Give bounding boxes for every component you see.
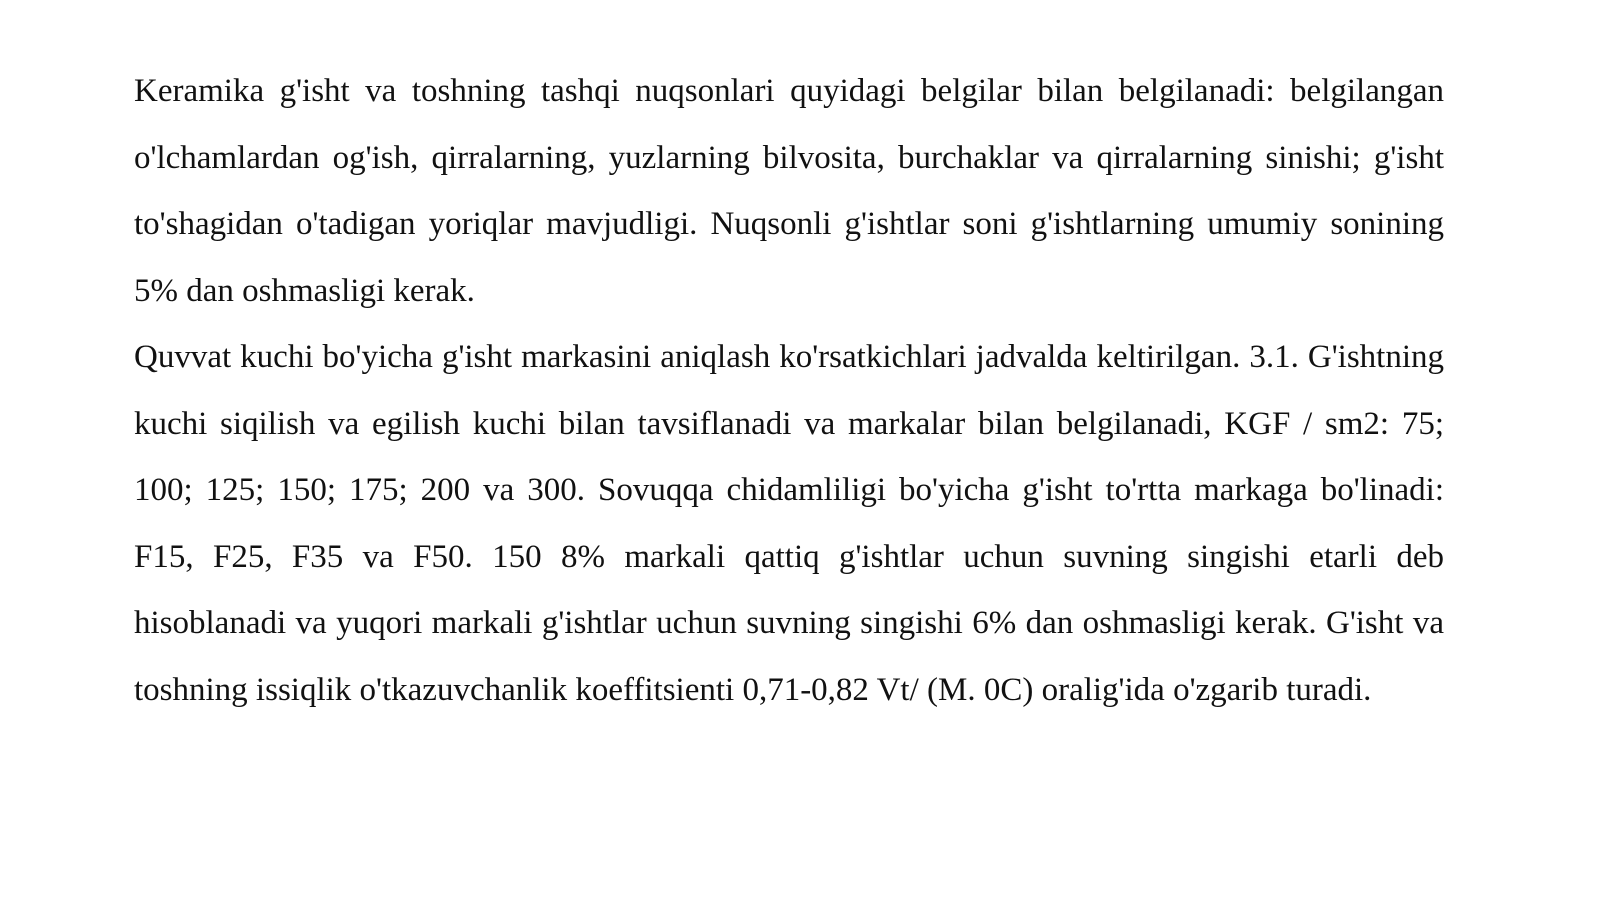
body-text — [134, 58, 1444, 723]
paragraph-strength-grades: Quvvat kuchi bo'yicha g'isht markasini aniqlash ko'rsatkichlari jadvalda keltirilgan. 3.1. G'ishtning kuchi siqilish va egilish kuchi bilan tavsiflanadi va markalar bilan belgilanadi, KGF / sm2: 75; 100; 125; 150; 175; 200 va 300. Sovuqqa chidamliligi bo'yicha g'isht to'rtta markaga bo'linadi: F15, F25, F35 va F50. 150 8% markali qattiq g'ishtlar uchun suvning singishi etarli deb hisoblanadi va yuqori markali g'ishtlar uchun suvning singishi 6% dan oshmasligi kerak. G'isht va toshning issiqlik o'tkazuvchanlik koeffitsienti 0,71-0,82 Vt/ (M. 0C) oralig'ida o'zgarib turadi. — [134, 339, 1444, 708]
paragraph-defects: Keramika g'isht va toshning tashqi nuqsonlari quyidagi belgilar bilan belgilanadi: belgilangan o'lchamlardan og'ish, qirralarning, yuzlarning bilvosita, burchaklar va qirralarning sinishi; g'isht to'shagidan o'tadigan yoriqlar mavjudligi. Nuqsonli g'ishtlar soni g'ishtlarning umumiy sonining 5% dan oshmasligi kerak. — [134, 73, 1444, 309]
